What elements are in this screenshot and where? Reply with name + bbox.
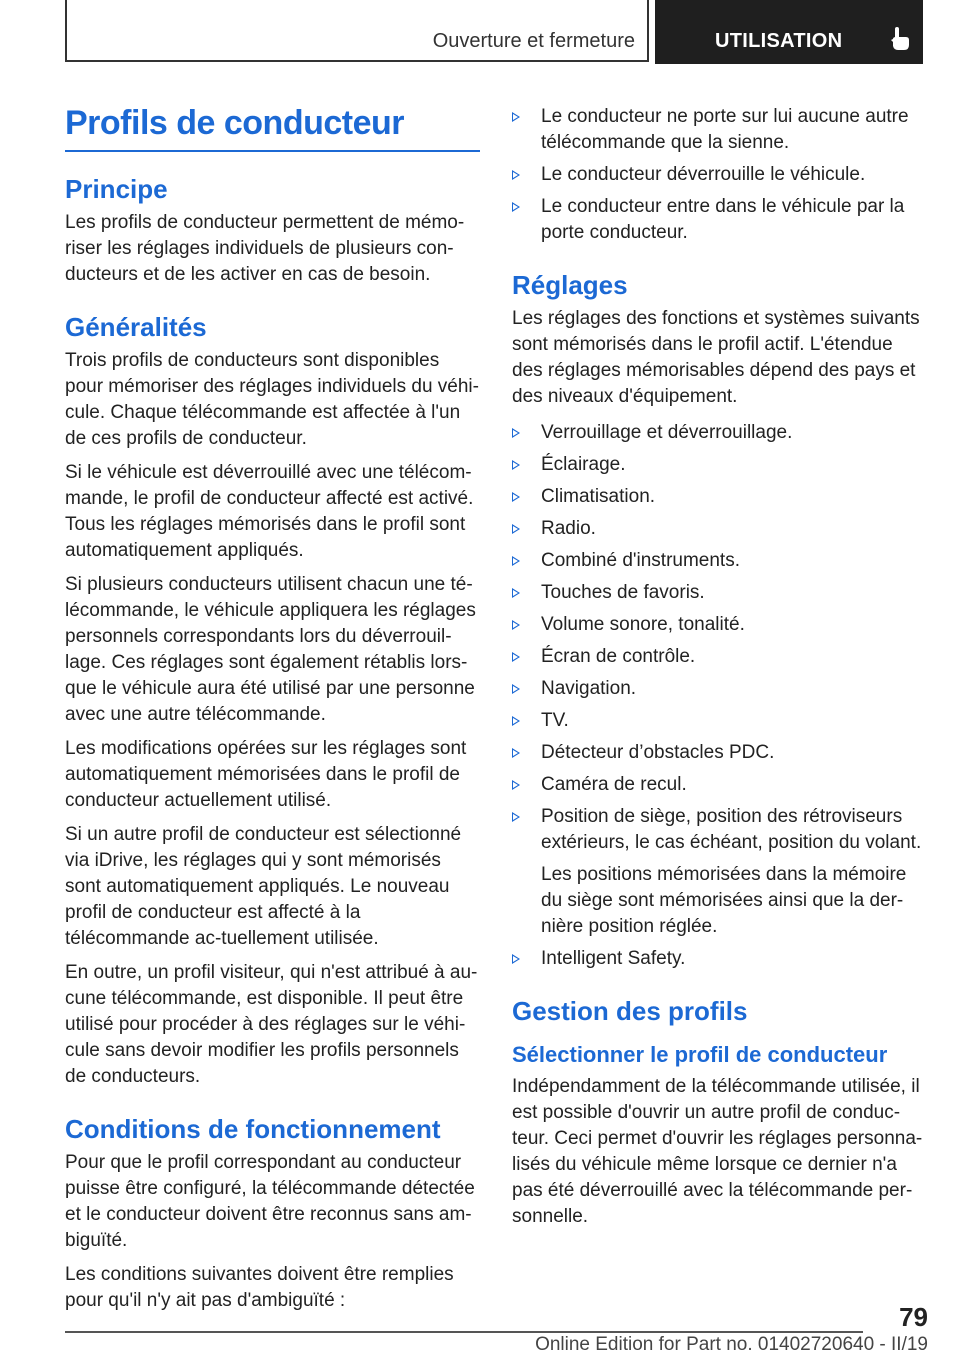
list-item: TV. bbox=[512, 708, 927, 734]
list-item: Écran de contrôle. bbox=[512, 644, 927, 670]
heading-principe: Principe bbox=[65, 174, 168, 204]
page-header bbox=[65, 0, 923, 64]
list-item: Détecteur d’obstacles PDC. bbox=[512, 740, 927, 766]
paragraph: Les modifications opérées sur les réglages sont automatiquement mémorisées dans le profil de conducteur actuellement utilisé. bbox=[65, 738, 467, 811]
paragraph: Indépendamment de la télécommande utilisée, il est possible d'ouvrir un autre profil de conduc-teur. Ceci permet d'ouvrir les réglages personna-lisés du véhicule même lorsque ce dernier n'a pas été déverrouillé avec la télécommande per-sonnelle. bbox=[512, 1076, 923, 1227]
list-item-note: Les positions mémorisées dans la mémoire du siège sont mémorisées ainsi que la der-nière position réglée. bbox=[541, 864, 907, 937]
section-title: Ouverture et fermeture bbox=[432, 30, 635, 52]
triangle-bullet-icon bbox=[512, 492, 520, 502]
paragraph: Les réglages des fonctions et systèmes suivants sont mémorisés dans le profil actif. L'étendue des réglages mémorisables dépend des pays et des niveaux d'équipement. bbox=[512, 308, 920, 407]
right-column bbox=[512, 104, 927, 1238]
triangle-bullet-icon bbox=[512, 954, 520, 964]
heading-gestion: Gestion des profils bbox=[512, 996, 748, 1026]
paragraph: Pour que le profil correspondant au conducteur puisse être configuré, la télécommande détectée et le conducteur doivent être reconnus sans am-biguïté. bbox=[65, 1152, 475, 1251]
paragraph: Si le véhicule est déverrouillé avec une télécom-mande, le profil de conducteur affecté est activé. Tous les réglages mémorisés dans le profil sont automatiquement appliqués. bbox=[65, 462, 474, 561]
triangle-bullet-icon bbox=[512, 112, 520, 122]
triangle-bullet-icon bbox=[512, 524, 520, 534]
triangle-bullet-icon bbox=[512, 652, 520, 662]
paragraph: Les profils de conducteur permettent de mémo-riser les réglages individuels de plusieurs con-ducteurs et de les activer en cas de besoin. bbox=[65, 212, 465, 285]
list-item: Caméra de recul. bbox=[512, 772, 927, 798]
paragraph: Les conditions suivantes doivent être remplies pour qu'il n'y ait pas d'ambiguïté : bbox=[65, 1264, 454, 1311]
triangle-bullet-icon bbox=[512, 716, 520, 726]
list-item: Combiné d'instruments. bbox=[512, 548, 927, 574]
conditions-list bbox=[512, 104, 927, 246]
paragraph: Si un autre profil de conducteur est sélectionné via iDrive, les réglages qui y sont mémorisés sont automatiquement appliqués. Le nouveau profil de conducteur est affecté à la télécommande ac-tuellement utilisée. bbox=[65, 824, 462, 949]
pointing-hand-icon bbox=[887, 26, 911, 52]
heading-selection: Sélectionner le profil de conducteur bbox=[512, 1042, 888, 1067]
list-item: Le conducteur déverrouille le véhicule. bbox=[512, 162, 927, 188]
list-item: Le conducteur entre dans le véhicule par la porte conducteur. bbox=[512, 194, 927, 246]
footer-rule bbox=[65, 1331, 863, 1333]
edition-note: Online Edition for Part no. 01402720640 - II/19 bbox=[535, 1334, 928, 1355]
list-item: Touches de favoris. bbox=[512, 580, 927, 606]
page-number: 79 bbox=[899, 1302, 928, 1332]
list-item: Climatisation. bbox=[512, 484, 927, 510]
heading-conditions: Conditions de fonctionnement bbox=[65, 1114, 441, 1144]
list-item: Éclairage. bbox=[512, 452, 927, 478]
triangle-bullet-icon bbox=[512, 780, 520, 790]
heading-generalites: Généralités bbox=[65, 312, 207, 342]
list-item: Navigation. bbox=[512, 676, 927, 702]
list-item: Volume sonore, tonalité. bbox=[512, 612, 927, 638]
triangle-bullet-icon bbox=[512, 170, 520, 180]
chapter-title: UTILISATION bbox=[715, 30, 843, 52]
list-item: Verrouillage et déverrouillage. bbox=[512, 420, 927, 446]
section-tab bbox=[65, 0, 649, 62]
triangle-bullet-icon bbox=[512, 684, 520, 694]
triangle-bullet-icon bbox=[512, 748, 520, 758]
triangle-bullet-icon bbox=[512, 556, 520, 566]
list-item: Intelligent Safety. bbox=[512, 946, 927, 972]
triangle-bullet-icon bbox=[512, 460, 520, 470]
triangle-bullet-icon bbox=[512, 428, 520, 438]
paragraph: Si plusieurs conducteurs utilisent chacun une té-lécommande, le véhicule appliquera les réglages personnels correspondants lors du déverrouil-lage. Ces réglages sont également rétablis lors-que le véhicule aura été utilisé par une personne avec une autre télécommande. bbox=[65, 574, 476, 725]
list-item: Radio. bbox=[512, 516, 927, 542]
title-rule bbox=[65, 150, 480, 152]
left-column bbox=[65, 100, 480, 1322]
paragraph: Trois profils de conducteurs sont disponibles pour mémoriser des réglages individuels du véhi-cule. Chaque télécommande est affectée à l'un de ces profils de conducteur. bbox=[65, 350, 479, 449]
chapter-tab bbox=[655, 0, 923, 64]
triangle-bullet-icon bbox=[512, 620, 520, 630]
reglages-list bbox=[512, 420, 927, 972]
triangle-bullet-icon bbox=[512, 588, 520, 598]
page-title: Profils de conducteur bbox=[65, 104, 404, 142]
triangle-bullet-icon bbox=[512, 812, 520, 822]
list-item: Position de siège, position des rétroviseurs extérieurs, le cas échéant, position du volant. Les positions mémorisées dans la mémoire du siège sont mémorisées ainsi que la der-nière position réglée. bbox=[512, 804, 927, 940]
triangle-bullet-icon bbox=[512, 202, 520, 212]
list-item: Le conducteur ne porte sur lui aucune autre télécommande que la sienne. bbox=[512, 104, 927, 156]
heading-reglages: Réglages bbox=[512, 270, 628, 300]
paragraph: En outre, un profil visiteur, qui n'est attribué à au-cune télécommande, est disponible. Il peut être utilisé pour procéder à des réglages sur le véhi-cule sans devoir modifier les profils personnels de conducteurs. bbox=[65, 962, 478, 1087]
